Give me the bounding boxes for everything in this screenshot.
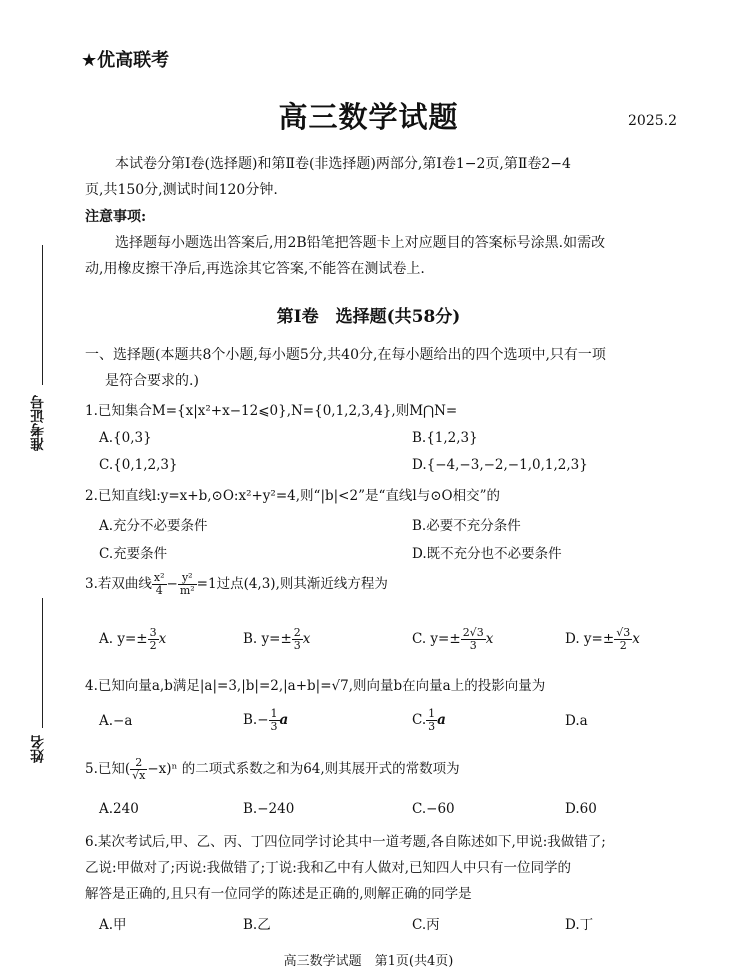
q3-option-a: A. y=± $\frac{3}{2}$ x [99, 626, 167, 652]
q4-option-c: C. $\frac{1}{3}$ a [412, 707, 446, 733]
q6-option-b: B.乙 [243, 917, 271, 933]
q6-option-a: A.甲 [99, 917, 127, 933]
name-line [42, 598, 43, 728]
q3-fraction-x: $\frac{\text{x²}}{4}$ [153, 571, 165, 597]
question-3-stem: 3.若双曲线 $\frac{\text{x²}}{4}$ − $\frac{\text{y²}}{\text{m²}}$ =1过点(4,3),则其渐近线方程为 [85, 571, 388, 597]
exam-date: 2025.2 [628, 113, 677, 129]
page-footer: 高三数学试题 第1页(共4页) [283, 954, 454, 969]
q1-option-d: D.{−4,−3,−2,−1,0,1,2,3} [412, 457, 588, 473]
q5-option-d: D.60 [565, 801, 597, 817]
q4-option-d: D.a [565, 713, 588, 729]
q2-option-b: B.必要不充分条件 [412, 518, 521, 534]
q6-option-d: D.丁 [565, 917, 594, 933]
exam-id-label: 准考证号 [30, 395, 46, 451]
q1-option-c: C.{0,1,2,3} [99, 457, 178, 473]
q5-option-b: B.−240 [243, 801, 295, 817]
notice-title: 注意事项: [85, 209, 147, 225]
part-instructions-2: 是符合要求的.) [105, 373, 199, 389]
intro-line-1: 本试卷分第Ⅰ卷(选择题)和第Ⅱ卷(非选择题)两部分,第Ⅰ卷1−2页,第Ⅱ卷2−4 [115, 156, 571, 172]
q2-option-d: D.既不充分也不必要条件 [412, 546, 562, 562]
q3-fraction-y: $\frac{\text{y²}}{\text{m²}}$ [179, 571, 195, 597]
q3-option-d: D. y=± $\frac{√3}{2}$ x [565, 626, 640, 652]
q5-option-a: A.240 [99, 801, 139, 817]
question-1-stem: 1.已知集合M={x|x²+x−12⩽0},N={0,1,2,3,4},则M⋂N= [85, 403, 458, 419]
q2-option-c: C.充要条件 [99, 546, 168, 562]
q5-fraction: $\frac{2}{√x}$ [132, 756, 146, 782]
question-5-stem: 5.已知( $\frac{2}{√x}$ −x)ⁿ 的二项式系数之和为64,则其展开式的常数项为 [85, 756, 460, 782]
part-instructions-1: 一、选择题(本题共8个小题,每小题5分,共40分,在每小题给出的四个选项中,只有一项 [85, 347, 606, 363]
intro-line-2: 页,共150分,测试时间120分钟. [85, 182, 278, 198]
q4-option-b: B.− $\frac{1}{3}$ a [243, 707, 289, 733]
q1-option-b: B.{1,2,3} [412, 430, 478, 446]
q3-option-b: B. y=± $\frac{2}{3}$ x [243, 626, 311, 652]
q2-option-a: A.充分不必要条件 [99, 518, 208, 534]
section-heading: 第Ⅰ卷 选择题(共58分) [276, 307, 461, 327]
question-2-stem: 2.已知直线l:y=x+b,⊙O:x²+y²=4,则“|b|<2”是“直线l与⊙O相交”的 [85, 488, 500, 504]
question-6-line-1: 6.某次考试后,甲、乙、丙、丁四位同学讨论其中一道考题,各自陈述如下,甲说:我做错了; [85, 834, 606, 850]
question-6-line-2: 乙说:甲做对了;丙说:我做错了;丁说:我和乙中有人做对,已知四人中只有一位同学的 [85, 860, 572, 876]
question-6-line-3: 解答是正确的,且只有一位同学的陈述是正确的,则解正确的同学是 [85, 886, 472, 902]
question-4-stem: 4.已知向量a,b满足|a|=3,|b|=2,|a+b|=√7,则向量b在向量a上的投影向量为 [85, 678, 546, 694]
q1-option-a: A.{0,3} [99, 430, 152, 446]
notice-line-1: 选择题每小题选出答案后,用2B铅笔把答题卡上对应题目的答案标号涂黑.如需改 [115, 235, 606, 251]
page-title: 高三数学试题 [278, 100, 459, 134]
q3-option-c: C. y=± $\frac{2√3}{3}$ x [412, 626, 494, 652]
exam-id-line [42, 245, 43, 385]
q4-option-a: A.−a [99, 713, 133, 729]
brand-label: ★优高联考 [81, 50, 170, 71]
name-label: 姓名 [30, 735, 46, 763]
notice-line-2: 动,用橡皮擦干净后,再选涂其它答案,不能答在测试卷上. [85, 261, 425, 277]
q6-option-c: C.丙 [412, 917, 440, 933]
q5-option-c: C.−60 [412, 801, 455, 817]
